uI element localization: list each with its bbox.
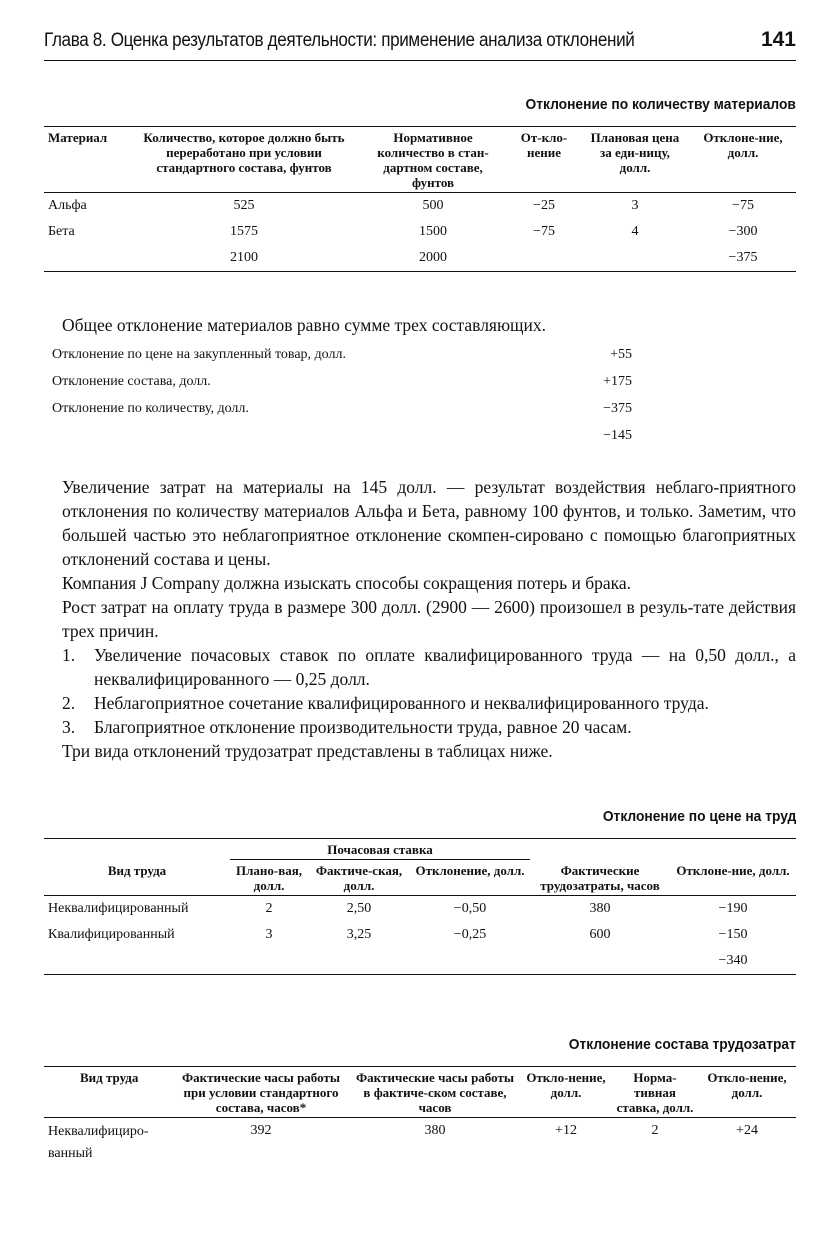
list-text: Благоприятное отклонение производительности труда, равное 20 часам. — [94, 717, 632, 737]
column-header: Количество, которое должно быть переработано при условии стандартного состава, фунтов — [130, 127, 358, 193]
table-cell: −75 — [732, 198, 754, 213]
list-text: Увеличение почасовых ставок по оплате квалифицированного труда — на 0,50 долл., а неквалифицированного — 0,25 долл. — [94, 645, 796, 689]
table-cell: 525 — [233, 198, 255, 213]
table-cell: Квалифицированный — [48, 927, 175, 942]
table-cell: 3 — [631, 198, 639, 213]
table-cell — [44, 948, 230, 975]
column-header: Вид труда — [44, 860, 230, 896]
table-cell: 380 — [424, 1123, 446, 1138]
table-total-row — [44, 948, 796, 975]
column-header: Материал — [44, 127, 130, 193]
list-text: Неблагоприятное сочетание квалифицированного и неквалифицированного труда. — [94, 693, 709, 713]
table-row — [44, 922, 796, 948]
column-header: Фактические часы работы при условии стандартного состава, часов* — [172, 1067, 350, 1118]
running-header — [44, 26, 796, 61]
table-cell — [308, 948, 410, 975]
column-group-header: Почасовая ставка — [230, 839, 530, 860]
table-cell: 3,25 — [346, 927, 372, 942]
table-cell: 392 — [250, 1123, 272, 1138]
table-cell: −300 — [728, 224, 758, 239]
table-header-row — [44, 860, 796, 896]
list-number: 2. — [62, 693, 76, 713]
table-cell: Неквалифицированный — [48, 901, 189, 916]
column-header: Плано-вая, долл. — [230, 860, 308, 896]
summary-label: Отклонение по цене на закупленный товар, долл. — [52, 347, 346, 362]
table-header-row — [44, 127, 796, 193]
summary-value: +175 — [603, 374, 632, 389]
table-cell — [580, 245, 690, 272]
table-row — [44, 896, 796, 923]
table-row — [44, 1118, 796, 1169]
table-labor-rate-variance — [44, 838, 796, 975]
column-header: Отклоне-ние, долл. — [670, 860, 796, 896]
paragraph: Рост затрат на оплату труда в размере 300 долл. (2900 — 2600) произошел в резуль-тате действия трех причин. — [62, 597, 796, 641]
table3-title: Отклонение состава трудозатрат — [568, 1036, 796, 1053]
table-cell: 2 — [265, 901, 273, 916]
summary-label: Отклонение по количеству, долл. — [52, 401, 249, 416]
paragraph: Компания J Company должна изыскать способы сокращения потерь и брака. — [62, 573, 632, 593]
table-cell: −25 — [533, 198, 555, 213]
table1-title: Отклонение по количеству материалов — [525, 96, 796, 113]
summary-intro: Общее отклонение материалов равно сумме трех составляющих. — [62, 315, 547, 335]
column-header: Откло-нение, долл. — [520, 1067, 612, 1118]
column-header: Фактические часы работы в фактиче-ском составе, часов — [350, 1067, 520, 1118]
table-labor-mix-variance — [44, 1066, 796, 1168]
table-row — [44, 219, 796, 245]
table-cell: Альфа — [48, 198, 87, 213]
summary-row — [52, 344, 652, 371]
summary-total-row — [52, 425, 652, 452]
table-cell — [508, 245, 580, 272]
paragraph: Увеличение затрат на материалы на 145 долл. — результат воздействия неблаго-приятного отклонения по количеству материалов Альфа и Бета, равному 100 фунтов, и только. Заметим, что большей частью это неблагоприятное отклонение скомпен-сировано с помощью благоприятных отклонений состава и цены. — [62, 477, 796, 569]
table-cell — [230, 948, 308, 975]
table-header-row — [44, 1067, 796, 1118]
table-cell: −0,50 — [453, 901, 487, 916]
column-header: Норма-тивная ставка, долл. — [612, 1067, 698, 1118]
chapter-title: Глава 8. Оценка результатов деятельности: применение анализа отклонений — [44, 30, 635, 51]
table-row — [44, 193, 796, 220]
column-header: Нормативное количество в стан-дартном составе, фунтов — [358, 127, 508, 193]
table-cell: Бета — [48, 224, 75, 239]
table-material-quantity-variance — [44, 126, 796, 272]
column-header: Отклоне-ние, долл. — [690, 127, 796, 193]
empty-header-cell — [670, 839, 796, 860]
page-number: 141 — [760, 28, 796, 51]
column-header: Плановая цена за еди-ницу, долл. — [580, 127, 690, 193]
table-cell: 4 — [631, 224, 639, 239]
list-number: 3. — [62, 717, 76, 737]
list-item — [62, 691, 796, 715]
summary-value: −375 — [603, 401, 632, 416]
table-group-header-row — [44, 839, 796, 860]
list-item — [62, 715, 796, 739]
column-header: Откло-нение, долл. — [698, 1067, 796, 1118]
table-cell: 1500 — [419, 224, 447, 239]
table-cell — [530, 948, 670, 975]
table-cell: 500 — [422, 198, 444, 213]
table-cell: 600 — [589, 927, 611, 942]
empty-header-cell — [530, 839, 670, 860]
body-text — [62, 475, 796, 763]
summary-list — [52, 344, 652, 452]
summary-value: −145 — [603, 428, 632, 443]
table-cell: −375 — [728, 250, 758, 265]
table-cell: +24 — [736, 1123, 758, 1138]
list-item — [62, 643, 796, 691]
table-cell: 380 — [589, 901, 611, 916]
column-header: Фактические трудозатраты, часов — [530, 860, 670, 896]
column-header: Вид труда — [44, 1067, 172, 1118]
summary-value: +55 — [610, 347, 632, 362]
table-cell: 2000 — [419, 250, 447, 265]
column-header: Фактиче-ская, долл. — [308, 860, 410, 896]
table-cell: 2,50 — [346, 901, 372, 916]
table-cell: 2 — [651, 1123, 659, 1138]
column-header: Отклонение, долл. — [410, 860, 530, 896]
table-cell: −0,25 — [453, 927, 487, 942]
summary-row — [52, 398, 652, 425]
paragraph: Три вида отклонений трудозатрат представлены в таблицах ниже. — [62, 741, 553, 761]
table2-title: Отклонение по цене на труд — [602, 808, 796, 825]
table-cell: −340 — [718, 953, 748, 968]
summary-row — [52, 371, 652, 398]
table-cell: 3 — [265, 927, 273, 942]
table-total-row — [44, 245, 796, 272]
list-number: 1. — [62, 645, 76, 665]
table-cell: −150 — [718, 927, 748, 942]
table-cell: +12 — [555, 1123, 577, 1138]
table-cell: −190 — [718, 901, 748, 916]
table-cell: 2100 — [230, 250, 258, 265]
empty-header-cell — [44, 839, 230, 860]
column-header: От-кло-нение — [508, 127, 580, 193]
summary-label: Отклонение состава, долл. — [52, 374, 211, 389]
table-cell — [410, 948, 530, 975]
table-cell: Неквалифициро-ванный — [48, 1124, 149, 1161]
table-cell — [44, 245, 130, 272]
table-cell: −75 — [533, 224, 555, 239]
table-cell: 1575 — [230, 224, 258, 239]
